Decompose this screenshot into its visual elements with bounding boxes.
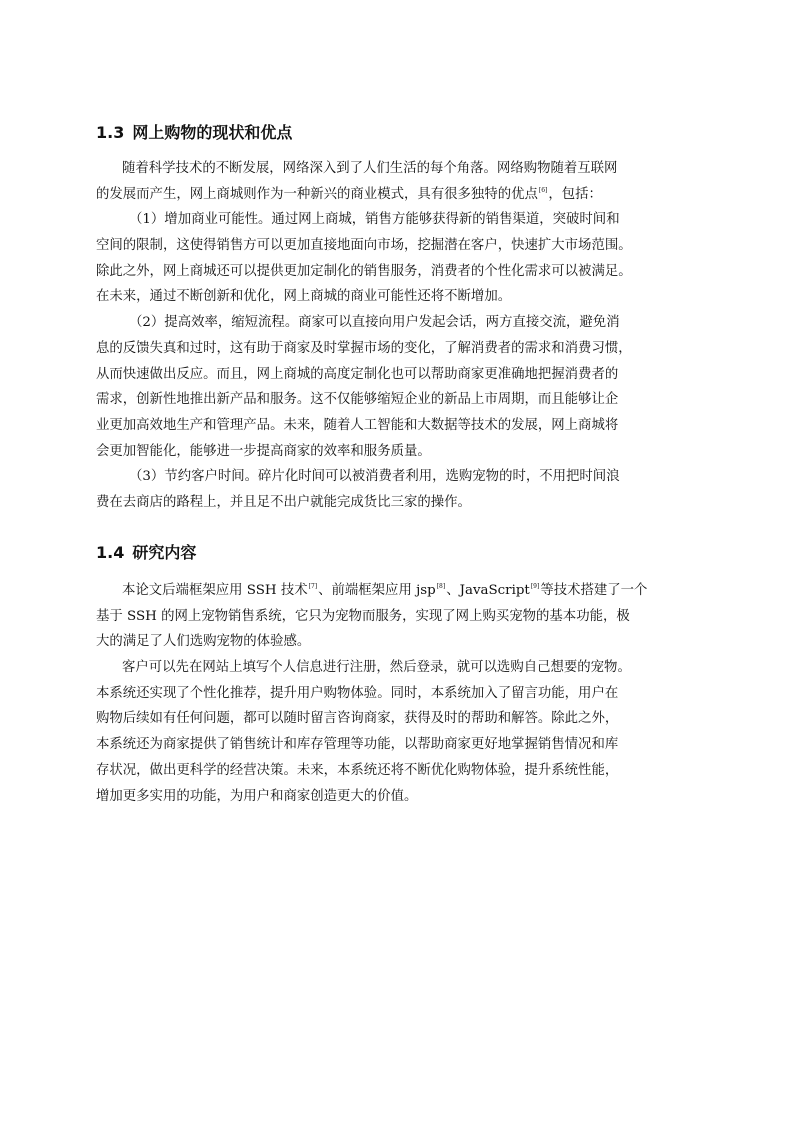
paragraph xyxy=(96,578,716,655)
text-line: 息的反馈失真和过时，这有助于商家及时掌握市场的变化，了解消费者的需求和消费习惯， xyxy=(96,340,632,356)
text-run: 、JavaScript xyxy=(446,583,530,598)
section-1-4-body xyxy=(96,578,716,809)
section-title: 网上购物的现状和优点 xyxy=(132,123,293,142)
section-1-3-body xyxy=(96,156,716,516)
text-run: 本论文后端框架应用 SSH 技术 xyxy=(122,583,308,598)
paragraph xyxy=(96,156,716,207)
text-line: 在未来，通过不断创新和优化，网上商城的商业可能性还将不断增加。 xyxy=(96,289,512,305)
paragraph xyxy=(96,310,716,464)
text-line: （3）节约客户时间。碎片化时间可以被消费者利用，选购宠物的时，不用把时间浪 xyxy=(129,469,620,485)
text-line: 增加更多实用的功能，为用户和商家创造更大的价值。 xyxy=(96,788,418,804)
text-line: 需求，创新性地推出新产品和服务。这不仅能够缩短企业的新品上市周期，而且能够让企 xyxy=(96,392,619,408)
text-line: （1）增加商业可能性。通过网上商城，销售方能够获得新的销售渠道，突破时间和 xyxy=(129,212,620,228)
text-line: 从而快速做出反应。而且，网上商城的高度定制化也可以帮助商家更准确地把握消费者的 xyxy=(96,366,619,382)
text-line xyxy=(96,578,716,604)
text-line: （2）提高效率，缩短流程。商家可以直接向用户发起会话，两方直接交流，避免消 xyxy=(129,315,620,331)
section-heading-1-3 xyxy=(96,123,292,143)
paragraph xyxy=(96,655,716,809)
text-line: 大的满足了人们选购宠物的体验感。 xyxy=(96,634,311,650)
text-run: ，包括： xyxy=(548,186,602,202)
text-line: 基于 SSH 的网上宠物销售系统，它只为宠物而服务，实现了网上购买宠物的基本功能，极 xyxy=(96,608,630,624)
citation-marker: [6] xyxy=(538,186,548,194)
text-line: 费在去商店的路程上，并且足不出户就能完成货比三家的操作。 xyxy=(96,494,471,510)
paragraph xyxy=(96,207,716,310)
text-line: 会更加智能化，能够进一步提高商家的效率和服务质量。 xyxy=(96,443,431,459)
text-line: 购物后续如有任何问题，都可以随时留言咨询商家，获得及时的帮助和解答。除此之外， xyxy=(96,711,619,727)
text-run: 、前端框架应用 jsp xyxy=(318,583,436,598)
section-title: 研究内容 xyxy=(132,543,197,562)
citation-marker: [9] xyxy=(530,583,540,590)
text-line: 本系统还为商家提供了销售统计和库存管理等功能，以帮助商家更好地掌握销售情况和库 xyxy=(96,737,619,753)
text-line: 业更加高效地生产和管理产品。未来，随着人工智能和大数据等技术的发展，网上商城将 xyxy=(96,417,619,433)
text-line: 随着科学技术的不断发展，网络深入到了人们生活的每个角落。网络购物随着互联网 xyxy=(122,161,618,176)
text-line: 空间的限制，这使得销售方可以更加直接地面向市场，挖掘潜在客户，快速扩大市场范围。 xyxy=(96,238,632,254)
section-number: 1.3 xyxy=(96,123,125,142)
text-line: 客户可以先在网站上填写个人信息进行注册，然后登录，就可以选购自己想要的宠物。 xyxy=(122,660,631,676)
section-heading-1-4 xyxy=(96,543,196,563)
text-line: 除此之外，网上商城还可以提供更加定制化的销售服务，消费者的个性化需求可以被满足。 xyxy=(96,263,632,279)
paragraph xyxy=(96,464,716,515)
text-line: 本系统还实现了个性化推荐，提升用户购物体验。同时，本系统加入了留言功能，用户在 xyxy=(96,685,619,701)
text-run: 等技术搭建了一个 xyxy=(540,583,648,598)
text-line xyxy=(96,182,716,208)
text-line: 存状况，做出更科学的经营决策。未来，本系统还将不断优化购物体验，提升系统性能， xyxy=(96,762,619,778)
citation-marker: [7] xyxy=(308,583,318,590)
citation-marker: [8] xyxy=(436,583,446,590)
text-run: 的发展而产生，网上商城则作为一种新兴的商业模式，具有很多独特的优点 xyxy=(96,186,538,202)
section-number: 1.4 xyxy=(96,543,125,562)
